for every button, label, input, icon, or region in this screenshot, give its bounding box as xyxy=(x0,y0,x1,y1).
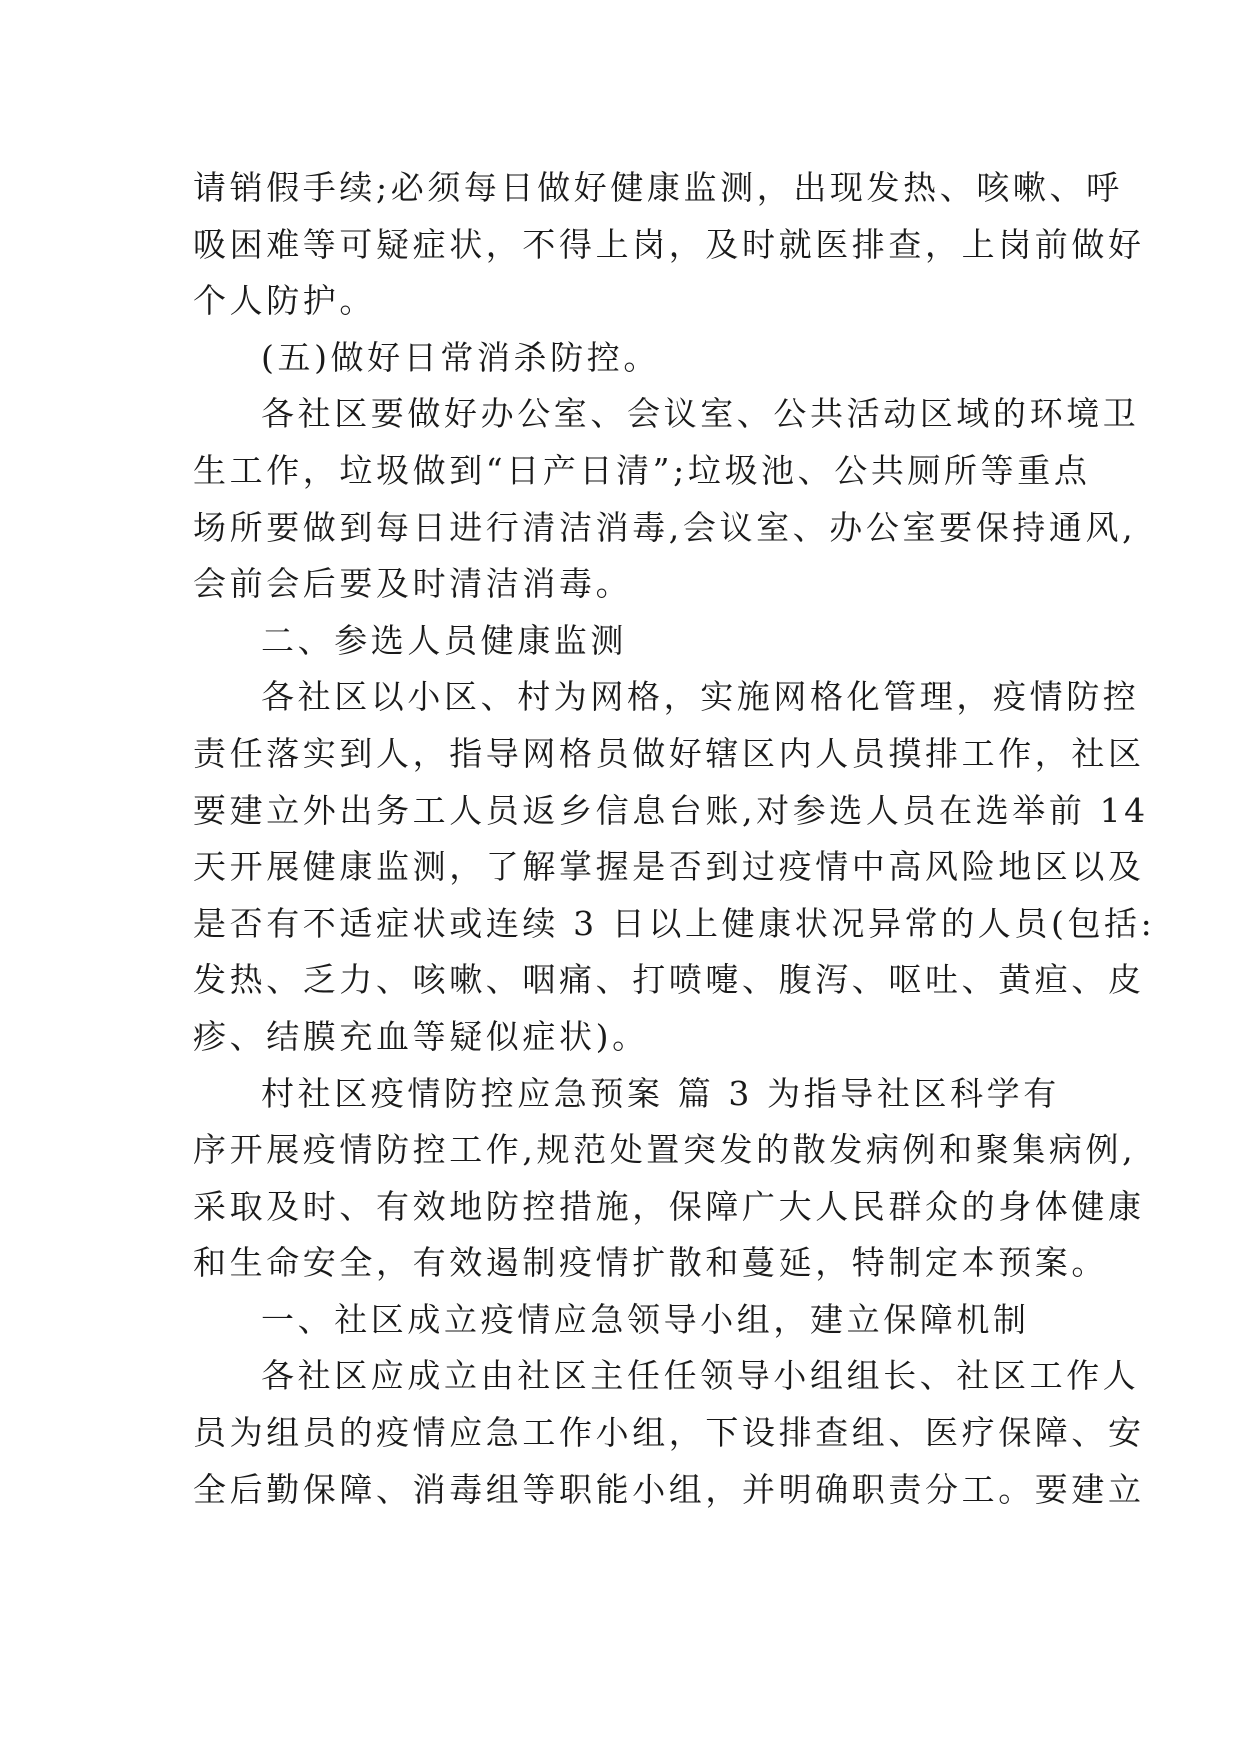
text-line: 天开展健康监测，了解掌握是否到过疫情中高风险地区以及 xyxy=(193,847,1145,887)
text-line: 各社区要做好办公室、会议室、公共活动区域的环境卫 xyxy=(261,394,1140,434)
text-line: 各社区应成立由社区主任任领导小组组长、社区工作人 xyxy=(261,1356,1140,1396)
text-line: 和生命安全，有效遏制疫情扩散和蔓延，特制定本预案。 xyxy=(193,1243,1108,1283)
paragraph-p6 xyxy=(193,1066,1145,1292)
text-line: 要建立外出务工人员返乡信息台账,对参选人员在选举前 14 xyxy=(193,790,1149,830)
text-line: 吸困难等可疑症状，不得上岗，及时就医排查，上岗前做好 xyxy=(193,224,1145,264)
text-line: 二、参选人员健康监测 xyxy=(261,620,627,660)
paragraph-p2 xyxy=(193,330,1049,387)
paragraph-p4 xyxy=(193,613,1049,670)
paragraph-p5 xyxy=(193,669,1156,1065)
paragraph-p3 xyxy=(193,386,1140,612)
text-line: (五)做好日常消杀防控。 xyxy=(261,337,660,377)
text-line: 村社区疫情防控应急预案 篇 3 为指导社区科学有 xyxy=(261,1073,1060,1113)
paragraph-p7 xyxy=(193,1292,1049,1349)
text-line: 采取及时、有效地防控措施，保障广大人民群众的身体健康 xyxy=(193,1186,1145,1226)
text-line: 是否有不适症状或连续 3 日以上健康状况异常的人员(包括: xyxy=(193,903,1156,943)
document-body xyxy=(193,160,1156,1518)
text-line: 发热、乏力、咳嗽、咽痛、打喷嚏、腹泻、呕吐、黄疸、皮 xyxy=(193,960,1145,1000)
text-line: 一、社区成立疫情应急领导小组，建立保障机制 xyxy=(261,1299,1030,1339)
text-line: 各社区以小区、村为网格，实施网格化管理，疫情防控 xyxy=(261,677,1140,717)
paragraph-p1 xyxy=(193,160,1145,330)
text-line: 生工作，垃圾做到“日产日清”;垃圾池、公共厕所等重点 xyxy=(193,450,1091,490)
text-line: 个人防护。 xyxy=(193,281,376,321)
text-line: 序开展疫情防控工作,规范处置突发的散发病例和聚集病例, xyxy=(193,1130,1137,1170)
text-line: 责任落实到人，指导网格员做好辖区内人员摸排工作，社区 xyxy=(193,733,1145,773)
text-line: 请销假手续;必须每日做好健康监测，出现发热、咳嗽、呼 xyxy=(193,168,1123,207)
text-line: 会前会后要及时清洁消毒。 xyxy=(193,564,633,604)
paragraph-p8 xyxy=(193,1348,1145,1518)
text-line: 疹、结膜充血等疑似症状)。 xyxy=(193,1016,649,1056)
text-line: 全后勤保障、消毒组等职能小组，并明确职责分工。要建立 xyxy=(193,1469,1145,1509)
text-line: 场所要做到每日进行清洁消毒,会议室、办公室要保持通风, xyxy=(193,507,1137,547)
text-line: 员为组员的疫情应急工作小组，下设排查组、医疗保障、安 xyxy=(193,1413,1145,1453)
